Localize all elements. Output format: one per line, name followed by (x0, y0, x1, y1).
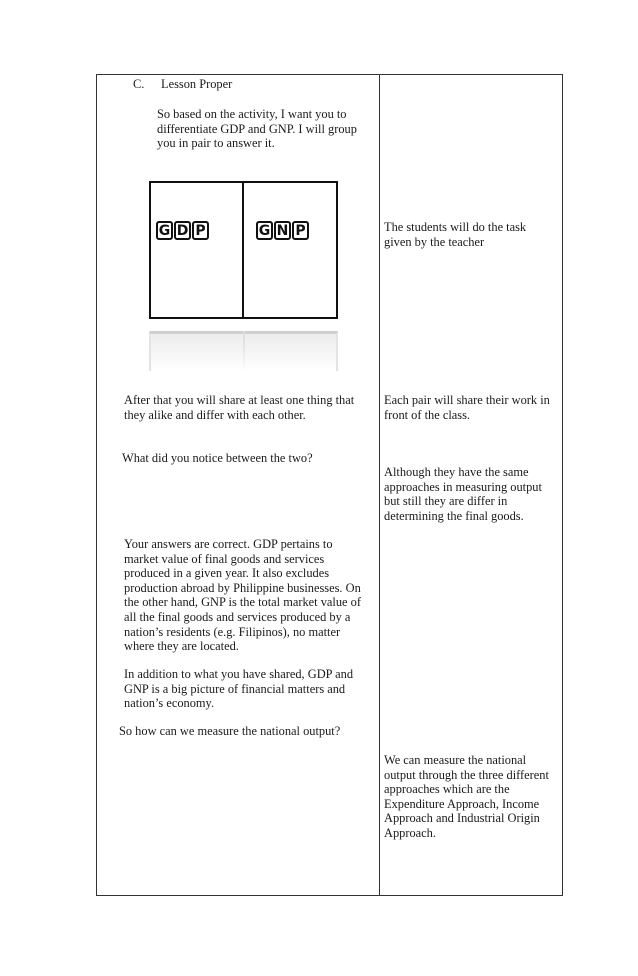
teacher-measure-question: So how can we measure the national output? (119, 724, 341, 738)
diagram-reflection-split (243, 331, 245, 371)
lesson-table (96, 74, 563, 896)
teacher-share-instruction: After that you will share at least one thing that they alike and differ with each other. (124, 393, 355, 422)
diagram-split-line (242, 181, 244, 319)
teacher-notice-question: What did you notice between the two? (122, 451, 313, 465)
teacher-intro: So based on the activity, I want you to differentiate GDP and GNP. I will group you in pair to answer it. (157, 107, 357, 151)
gnp-letter-g: G (256, 221, 273, 240)
teacher-answer-explanation: Your answers are correct. GDP pertains to market value of final goods and services produced in a given year. It also excludes production abroad by Philippine businesses. On the other hand, GNP is the total market value of all the final goods and services produced by a nation’s residents (e.g. Filipinos), no matter where they are located. (124, 537, 361, 654)
student-task: The students will do the task given by the teacher (384, 220, 527, 249)
section-title: Lesson Proper (161, 77, 233, 91)
gdp-letter-p: P (192, 221, 209, 240)
gnp-letter-n: N (274, 221, 291, 240)
student-notice-answer: Although they have the same approaches in measuring output but still they are differ in determining the final goods. (384, 465, 542, 523)
student-measure-answer: We can measure the national output through the three different approaches which are the Expenditure Approach, Income Approach and Industrial Origin Approach. (384, 753, 549, 840)
teacher-addition: In addition to what you have shared, GDP and GNP is a big picture of financial matters and nation’s economy. (124, 667, 354, 711)
section-letter: C. (133, 77, 145, 91)
gdp-letter-d: D (174, 221, 191, 240)
gdp-gnp-diagram (149, 181, 338, 319)
gnp-letter-p: P (292, 221, 309, 240)
gdp-label (156, 221, 209, 240)
student-pair-share: Each pair will share their work in front of the class. (384, 393, 550, 422)
column-divider (379, 75, 380, 895)
gnp-label (256, 221, 309, 240)
gdp-letter-g: G (156, 221, 173, 240)
